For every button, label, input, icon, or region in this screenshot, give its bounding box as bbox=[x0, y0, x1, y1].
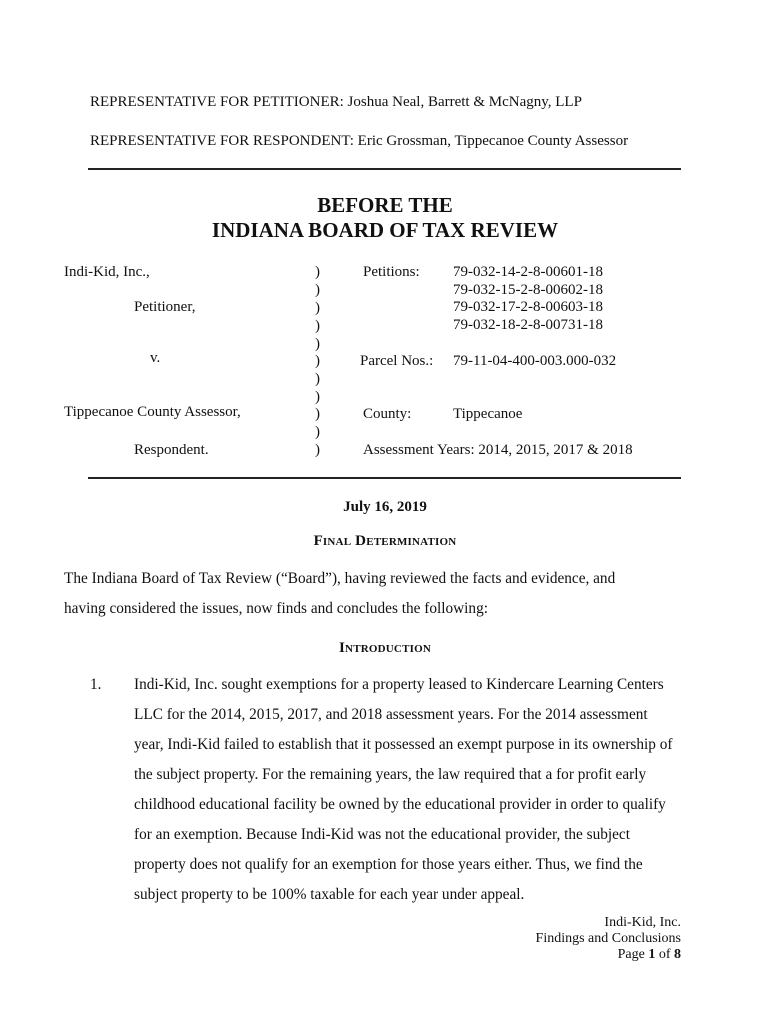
assessment-years: Assessment Years: 2014, 2015, 2017 & 2018 bbox=[363, 442, 633, 458]
caption-paren: ) bbox=[315, 371, 320, 387]
item-line: subject property to be 100% taxable for each year under appeal. bbox=[134, 886, 525, 903]
versus: v. bbox=[150, 350, 161, 366]
caption-paren: ) bbox=[315, 282, 320, 298]
footer-doc-type: Findings and Conclusions bbox=[535, 931, 681, 946]
caption-paren: ) bbox=[315, 300, 320, 316]
item-line: for an exemption. Because Indi-Kid was not the educational provider, the subject bbox=[134, 826, 630, 843]
parcel-value: 79-11-04-400-003.000-032 bbox=[453, 353, 617, 369]
page-current: 1 bbox=[648, 947, 656, 962]
petition-number: 79-032-14-2-8-00601-18 bbox=[453, 264, 603, 280]
respondent-label: Respondent. bbox=[134, 442, 209, 458]
page-total: 8 bbox=[674, 947, 681, 962]
rep-petitioner: REPRESENTATIVE FOR PETITIONER: Joshua Neal, Barrett & McNagny, LLP bbox=[90, 94, 582, 110]
respondent-name: Tippecanoe County Assessor, bbox=[64, 404, 241, 420]
petition-number: 79-032-17-2-8-00603-18 bbox=[453, 299, 603, 315]
caption-paren: ) bbox=[315, 264, 320, 280]
petitions-label: Petitions: bbox=[363, 264, 420, 280]
item-line: year, Indi-Kid failed to establish that it possessed an exempt purpose in its ownership of bbox=[134, 736, 673, 753]
item-line: childhood educational facility be owned by the educational provider in order to qualify bbox=[134, 796, 666, 813]
page-prefix: Page bbox=[617, 947, 645, 962]
item-line: LLC for the 2014, 2015, 2017, and 2018 assessment years. For the 2014 assessment bbox=[134, 706, 648, 723]
footer-case-name: Indi-Kid, Inc. bbox=[604, 915, 681, 930]
footer-page-number bbox=[618, 946, 681, 963]
intro-paragraph-line: having considered the issues, now finds and concludes the following: bbox=[64, 600, 488, 617]
title-line-1: BEFORE THE bbox=[317, 193, 453, 217]
petition-number: 79-032-15-2-8-00602-18 bbox=[453, 282, 603, 298]
parcel-label: Parcel Nos.: bbox=[360, 353, 434, 369]
page-of: of bbox=[658, 947, 671, 962]
bottom-divider bbox=[88, 477, 681, 479]
caption-paren: ) bbox=[315, 318, 320, 334]
introduction-heading: Introduction bbox=[339, 640, 431, 656]
county-value: Tippecanoe bbox=[453, 406, 523, 422]
determination-date: July 16, 2019 bbox=[343, 499, 427, 515]
caption-paren: ) bbox=[315, 442, 320, 458]
caption-paren: ) bbox=[315, 406, 320, 422]
petition-number: 79-032-18-2-8-00731-18 bbox=[453, 317, 603, 333]
caption-paren: ) bbox=[315, 353, 320, 369]
rep-respondent: REPRESENTATIVE FOR RESPONDENT: Eric Grossman, Tippecanoe County Assessor bbox=[90, 133, 629, 149]
caption-paren: ) bbox=[315, 336, 320, 352]
item-line: property does not qualify for an exemption for those years either. Thus, we find the bbox=[134, 856, 643, 873]
top-divider bbox=[88, 168, 681, 170]
title-line-2: INDIANA BOARD OF TAX REVIEW bbox=[211, 218, 559, 242]
item-line: Indi-Kid, Inc. sought exemptions for a property leased to Kindercare Learning Centers bbox=[134, 676, 664, 693]
county-label: County: bbox=[363, 406, 412, 422]
item-line: the subject property. For the remaining years, the law required that a for profit early bbox=[134, 766, 647, 783]
petitioner-name: Indi-Kid, Inc., bbox=[64, 264, 150, 280]
petitioner-label: Petitioner, bbox=[134, 299, 196, 315]
caption-paren: ) bbox=[315, 389, 320, 405]
caption-paren: ) bbox=[315, 424, 320, 440]
intro-paragraph-line: The Indiana Board of Tax Review (“Board”), having reviewed the facts and evidence, and bbox=[64, 570, 616, 587]
item-number: 1. bbox=[90, 676, 102, 693]
final-determination-heading: Final Determination bbox=[313, 533, 457, 549]
